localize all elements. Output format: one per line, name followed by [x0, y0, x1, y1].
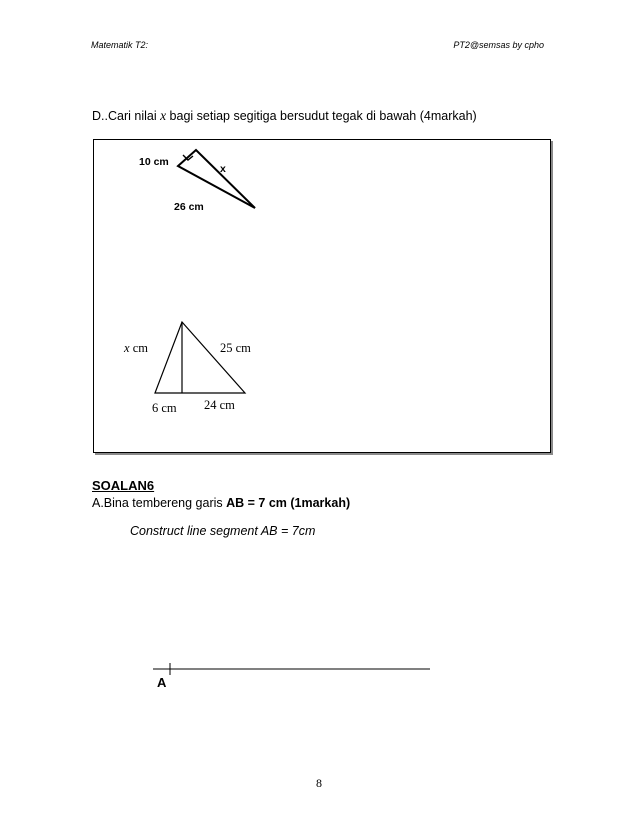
- question-d-suffix: bagi setiap segitiga bersudut tegak di bawah (4markah): [166, 109, 477, 123]
- triangle-2-left-label: [124, 341, 148, 356]
- triangle-2-base-left-label: 6 cm: [152, 401, 177, 415]
- header-subject: Matematik T2:: [91, 40, 149, 50]
- soalan6-part-a-bold: AB = 7 cm (1markah): [226, 496, 351, 510]
- soalan6-part-a: [92, 496, 350, 510]
- triangle-1-hypotenuse-label: 26 cm: [174, 201, 204, 213]
- question-d-prefix: D..Cari nilai: [92, 109, 161, 123]
- point-a-label: A: [157, 675, 167, 690]
- triangle-2-right-label: 25 cm: [220, 341, 251, 355]
- header-credit: PT2@semsas by cpho: [453, 40, 544, 50]
- triangle-1-side-a-label: 10 cm: [139, 156, 169, 168]
- triangle-2-base-right-label: 24 cm: [204, 398, 235, 412]
- question-d: [92, 108, 477, 124]
- triangle-1-side-b-label: x: [220, 163, 226, 175]
- soalan6-title: SOALAN6: [92, 478, 155, 493]
- page-number: 8: [316, 776, 322, 790]
- soalan6-part-a-prefix: A.Bina tembereng garis: [92, 496, 227, 510]
- triangle-2-left-unit: cm: [129, 341, 148, 355]
- question-d-variable: x: [160, 108, 167, 123]
- triangle-2-left-var: x: [124, 341, 130, 355]
- construct-instruction: Construct line segment AB = 7cm: [130, 524, 316, 538]
